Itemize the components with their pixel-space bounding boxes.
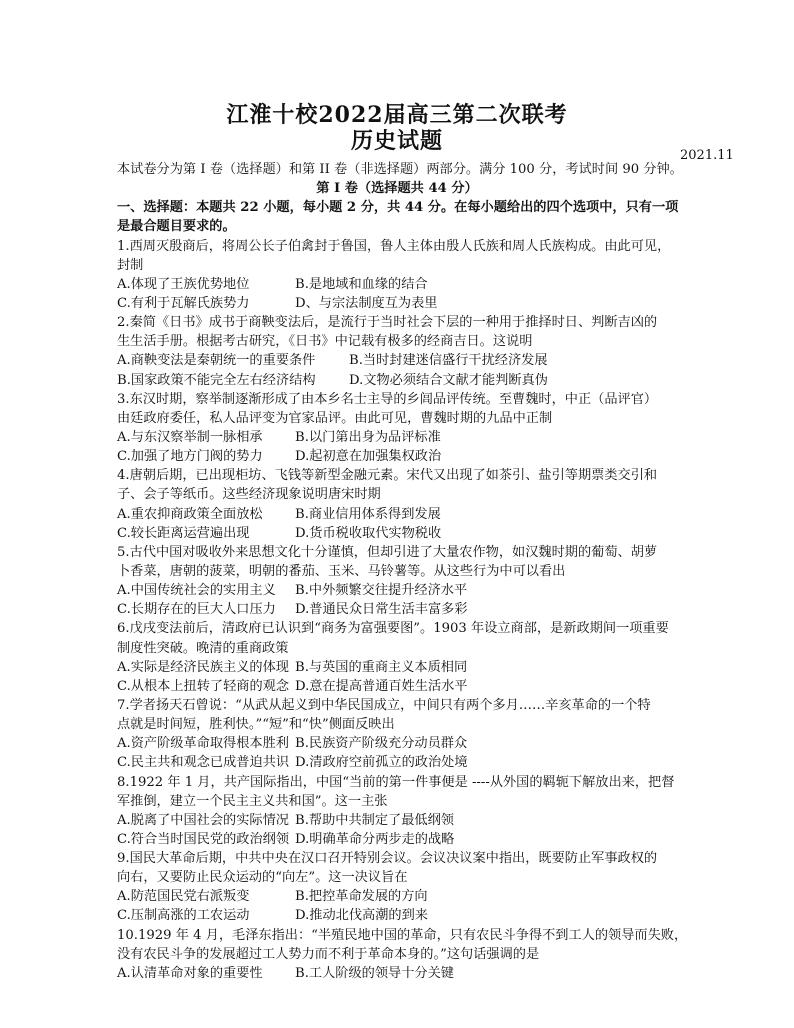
question-stem-line: 10.1929 年 4 月，毛泽东指出：“半殖民地中国的革命，只有农民斗争得不到工人的领导而失败， bbox=[117, 927, 688, 943]
question-stem-line: 向右，又要防止民众运动的“向左”。这一决议旨在 bbox=[117, 870, 408, 886]
question-stem-line: 生生活手册。根据考古研究，《日书》中记载有极多的经商吉日。这说明 bbox=[117, 334, 533, 350]
answer-option[interactable]: C.加强了地方门阀的势力 bbox=[117, 449, 263, 465]
option-row bbox=[117, 677, 677, 696]
option-row bbox=[117, 906, 677, 925]
question-stem-line: 由廷政府委任，私人品评变为官家品评。由此可见，曹魏时期的九品中正制 bbox=[117, 410, 553, 426]
question-item bbox=[117, 390, 677, 467]
answer-option[interactable]: D、与宗法制度互为表里 bbox=[295, 295, 438, 311]
answer-option[interactable]: A.脱离了中国社会的实际情况 bbox=[117, 812, 289, 828]
answer-option[interactable]: B.商业信用体系得到发展 bbox=[295, 506, 441, 522]
answer-option[interactable]: A.体现了王族优势地位 bbox=[117, 276, 250, 292]
question-item bbox=[117, 619, 677, 696]
question-stem-line: 3.东汉时期，察举制逐渐形成了由本乡名士主导的乡闾品评传统。至曹魏时，中正（品评官） bbox=[117, 391, 658, 407]
exam-title: 江淮十校2022届高三第二次联考 bbox=[226, 102, 568, 128]
answer-option[interactable]: C.符合当时国民党的政治纲领 bbox=[117, 831, 290, 847]
exam-content bbox=[117, 160, 688, 983]
question-list bbox=[117, 237, 688, 983]
option-row bbox=[117, 581, 677, 600]
question-item bbox=[117, 466, 677, 543]
answer-option[interactable]: B.中外频繁交往提升经济水平 bbox=[295, 583, 468, 599]
question-item bbox=[117, 926, 688, 983]
answer-option[interactable]: D.推动北伐高潮的到来 bbox=[295, 908, 428, 924]
answer-option[interactable]: A.认清革命对象的重要性 bbox=[117, 965, 263, 981]
section-instruction-line2: 是最合题目要求的。 bbox=[117, 219, 236, 235]
part1-title: 第 I 卷（选择题共 44 分） bbox=[316, 181, 478, 197]
option-row bbox=[117, 600, 677, 619]
question-stem-line: 9.国民大革命后期，中共中央在汉口召开特别会议。会议决议案中指出，既要防止军事政权的 bbox=[117, 851, 658, 867]
answer-option[interactable]: D.明确革命分两步走的战略 bbox=[295, 831, 455, 847]
question-item bbox=[117, 237, 677, 314]
answer-option[interactable]: A.与东汉察举制一脉相承 bbox=[117, 429, 263, 445]
question-stem-line: 卜香菜，唐朝的菠菜，明朝的番茄、玉米、马铃薯等。从这些行为中可以看出 bbox=[117, 563, 566, 579]
answer-option[interactable]: B.是地域和血缘的结合 bbox=[295, 276, 428, 292]
answer-option[interactable]: B.民族资产阶级充分动员群众 bbox=[295, 736, 468, 752]
option-row bbox=[117, 447, 677, 466]
question-stem-line: 1.西周灭殷商后，将周公长子伯禽封于鲁国，鲁人主体由殷人氏族和周人氏族构成。由此可见， bbox=[117, 238, 671, 254]
answer-option[interactable]: A.商鞅变法是秦朝统一的重要条件 bbox=[117, 353, 316, 369]
answer-option[interactable]: A.中国传统社会的实用主义 bbox=[117, 583, 276, 599]
option-row bbox=[117, 428, 677, 447]
option-row bbox=[117, 964, 677, 983]
answer-option[interactable]: B.工人阶级的领导十分关键 bbox=[295, 965, 454, 981]
question-stem-line: 子、会子等纸币。这些经济现象说明唐宋时期 bbox=[117, 487, 381, 503]
question-stem-line: 2.秦简《日书》成书于商鞅变法后，是流行于当时社会下层的一种用于推择时日、判断吉凶的 bbox=[117, 315, 658, 331]
answer-option[interactable]: D.货币税收取代实物税收 bbox=[295, 525, 442, 541]
question-stem-line: 6.戊戌变法前后，清政府已认识到“商务为富强要图”。1903 年设立商部，是新政期间一项重要 bbox=[117, 621, 669, 637]
answer-option[interactable]: B.以门第出身为品评标准 bbox=[295, 429, 441, 445]
exam-subtitle: 历史试题 bbox=[350, 128, 443, 154]
question-item bbox=[117, 696, 677, 773]
option-row bbox=[117, 753, 677, 772]
answer-option[interactable]: B.国家政策不能完全左右经济结构 bbox=[117, 372, 316, 388]
option-row bbox=[117, 887, 677, 906]
option-row bbox=[117, 505, 677, 524]
question-stem-line: 没有农民斗争的发展超过工人势力而不利于革命本身的。”这句话强调的是 bbox=[117, 946, 540, 962]
question-item bbox=[117, 543, 677, 620]
answer-option[interactable]: B.把控革命发展的方向 bbox=[295, 889, 428, 905]
option-row bbox=[117, 351, 677, 370]
question-item bbox=[117, 849, 677, 926]
answer-option[interactable]: A.防范国民党右派叛变 bbox=[117, 889, 250, 905]
option-row bbox=[117, 524, 677, 543]
option-row bbox=[117, 811, 677, 830]
question-stem-line: 4.唐朝后期，已出现柜坊、飞钱等新型金融元素。宋代又出现了如茶引、盐引等期票类交引和 bbox=[117, 468, 658, 484]
answer-option[interactable]: D.意在提高普通百姓生活水平 bbox=[295, 678, 468, 694]
answer-option[interactable]: D.文物必须结合文献才能判断真伪 bbox=[349, 372, 548, 388]
answer-option[interactable]: B.帮助中共制定了最低纲领 bbox=[295, 812, 454, 828]
option-row bbox=[117, 275, 677, 294]
question-item bbox=[117, 773, 677, 850]
option-row bbox=[117, 830, 677, 849]
answer-option[interactable]: C.有利于瓦解氏族势力 bbox=[117, 295, 250, 311]
question-stem-line: 制度性突破。晚清的重商政策 bbox=[117, 640, 289, 656]
answer-option[interactable]: A.资产阶级革命取得根本胜利 bbox=[117, 736, 289, 752]
intro-text: 本试卷分为第 I 卷（选择题）和第 II 卷（非选择题）两部分。满分 100 分，考试时间 90 分钟。 bbox=[117, 162, 683, 177]
question-stem-line: 点就是时间短，胜利快。”“短”和“快”侧面反映出 bbox=[117, 717, 395, 733]
question-item bbox=[117, 313, 677, 390]
exam-date: 2021.11 bbox=[680, 148, 734, 163]
answer-option[interactable]: B.当时封建迷信盛行干扰经济发展 bbox=[349, 353, 548, 369]
answer-option[interactable]: D.起初意在加强集权政治 bbox=[295, 449, 442, 465]
answer-option[interactable]: A.实际是经济民族主义的体现 bbox=[117, 659, 289, 675]
answer-option[interactable]: B.与英国的重商主义本质相同 bbox=[295, 659, 468, 675]
question-stem-line: 5.古代中国对吸收外来思想文化十分谨慎，但却引进了大量农作物，如汉魏时期的葡萄、胡萝 bbox=[117, 544, 658, 560]
question-stem-line: 8.1922 年 1 月，共产国际指出，中国“当前的第一件事便是 ----从外国的羁轭下解放出来，把督 bbox=[117, 774, 675, 790]
option-row bbox=[117, 658, 677, 677]
answer-option[interactable]: C.长期存在的巨大人口压力 bbox=[117, 602, 276, 618]
answer-option[interactable]: A.重农抑商政策全面放松 bbox=[117, 506, 263, 522]
answer-option[interactable]: C.从根本上扭转了轻商的观念 bbox=[117, 678, 290, 694]
answer-option[interactable]: C.压制高涨的工农运动 bbox=[117, 908, 250, 924]
answer-option[interactable]: D.清政府空前孤立的政治处境 bbox=[295, 755, 468, 771]
question-stem-line: 军推倒，建立一个民主主义共和国”。这一主张 bbox=[117, 793, 388, 809]
option-row bbox=[117, 371, 677, 390]
question-stem-line: 7.学者扬天石曾说：“从武从起义到中华民国成立，中间只有两个多月……辛亥革命的一个特 bbox=[117, 697, 651, 713]
section-instruction-line1: 一、选择题：本题共 22 小题，每小题 2 分，共 44 分。在每小题给出的四个选项中，只有一项 bbox=[117, 200, 679, 216]
answer-option[interactable]: C.民主共和观念已成普迫共识 bbox=[117, 755, 290, 771]
answer-option[interactable]: C.较长距离运营遍出现 bbox=[117, 525, 250, 541]
option-row bbox=[117, 294, 677, 313]
answer-option[interactable]: D.普通民众日常生活丰富多彩 bbox=[295, 602, 468, 618]
option-row bbox=[117, 734, 677, 753]
question-stem-line: 封制 bbox=[117, 257, 144, 273]
